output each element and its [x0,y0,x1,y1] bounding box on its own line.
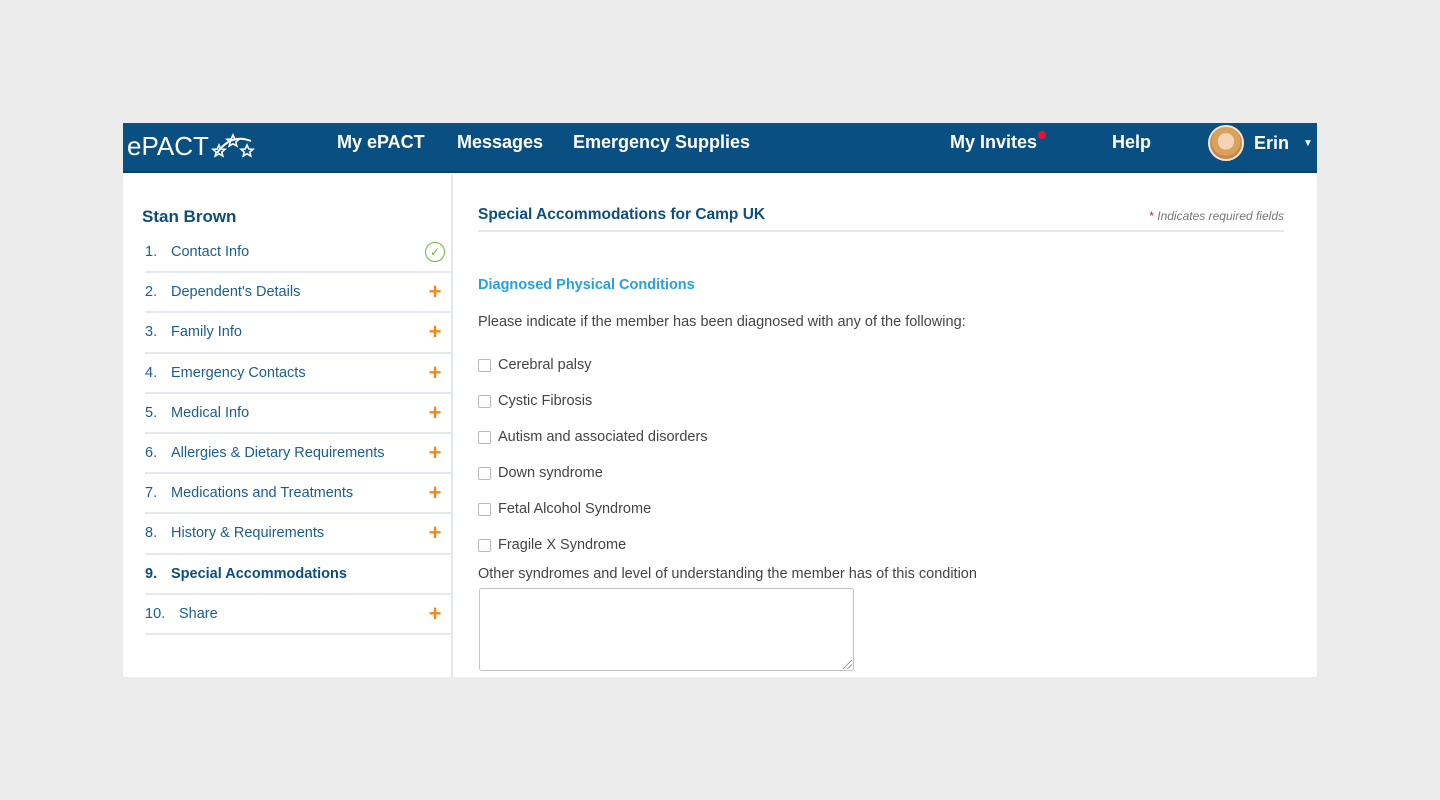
step-number: 8. [145,525,158,542]
other-syndromes-textarea[interactable] [479,588,854,671]
plus-icon[interactable]: + [428,480,442,506]
user-name: Erin [1254,132,1290,153]
option-label: Cystic Fibrosis [498,393,593,409]
step-list [145,233,453,635]
option-cerebral-palsy[interactable] [478,347,708,383]
step-label: Special Accommodations [171,565,347,582]
logo-text: ePACT [127,130,209,161]
option-cystic-fibrosis[interactable] [478,383,708,419]
plus-icon[interactable]: + [428,399,442,425]
divider [478,230,1284,232]
nav-help[interactable]: Help [1112,131,1152,152]
required-star: * [1149,209,1154,223]
plus-icon[interactable]: + [428,440,442,466]
option-label: Cerebral palsy [498,357,592,373]
condition-options [478,347,708,563]
checkbox[interactable] [478,431,491,444]
sidebar-item-contact-info[interactable] [145,233,453,273]
step-number: 9. [145,565,158,582]
nav-messages[interactable]: Messages [457,131,544,152]
page-title: Special Accommodations for Camp UK [478,206,766,223]
checkbox[interactable] [478,395,491,408]
nav-emergency-supplies[interactable]: Emergency Supplies [573,131,751,152]
nav-my-epact[interactable]: My ePACT [337,131,425,152]
sidebar-item-share[interactable] [145,595,453,635]
option-fetal-alcohol-syndrome[interactable] [478,491,708,527]
main-content [478,175,1284,677]
member-name: Stan Brown [142,207,237,226]
option-down-syndrome[interactable] [478,455,708,491]
sidebar-item-emergency-contacts[interactable] [145,354,453,394]
sidebar-item-medications-treatments[interactable] [145,474,453,514]
option-label: Fetal Alcohol Syndrome [498,501,652,517]
step-number: 7. [145,485,158,502]
required-note-text: Indicates required fields [1157,209,1284,223]
option-label: Autism and associated disorders [498,429,708,445]
step-number: 4. [145,364,158,381]
checkbox[interactable] [478,359,491,372]
step-number: 5. [145,404,158,421]
step-label: Medications and Treatments [171,485,354,502]
sidebar-item-dependents-details[interactable] [145,273,453,313]
epact-logo[interactable] [127,126,257,166]
step-label: Contact Info [171,244,250,261]
checkbox[interactable] [478,503,491,516]
step-number: 3. [145,324,158,341]
instruction-text: Please indicate if the member has been diagnosed with any of the following: [478,314,966,330]
sidebar [123,175,453,677]
step-label: Family Info [171,324,242,341]
plus-icon[interactable]: + [428,520,442,546]
plus-icon[interactable]: + [428,600,442,626]
option-fragile-x-syndrome[interactable] [478,527,708,563]
notification-dot [1038,131,1046,139]
plus-icon[interactable]: + [428,279,442,305]
logo-stars-icon [211,131,257,161]
step-number: 10. [145,605,166,622]
option-label: Down syndrome [498,465,603,481]
step-label: Share [179,605,218,622]
app-window [123,123,1317,677]
my-invites-label: My Invites [950,131,1038,152]
checkmark-icon: ✓ [425,242,445,262]
avatar [1208,125,1244,161]
option-label: Fragile X Syndrome [498,537,627,553]
required-fields-note [1149,209,1284,223]
step-label: Allergies & Dietary Requirements [171,445,385,462]
checkbox[interactable] [478,539,491,552]
step-number: 1. [145,244,158,261]
step-label: Medical Info [171,404,250,421]
sidebar-item-history-requirements[interactable] [145,514,453,554]
step-label: Dependent's Details [171,284,301,301]
section-heading: Diagnosed Physical Conditions [478,277,695,293]
other-syndromes-label: Other syndromes and level of understanding the member has of this condition [478,566,977,582]
sidebar-item-family-info[interactable] [145,313,453,353]
nav-my-invites[interactable] [950,123,1037,161]
sidebar-item-allergies-dietary[interactable] [145,434,453,474]
step-label: Emergency Contacts [171,364,306,381]
step-number: 2. [145,284,158,301]
option-autism[interactable] [478,419,708,455]
user-menu[interactable] [1208,124,1313,162]
checkbox[interactable] [478,467,491,480]
step-number: 6. [145,445,158,462]
sidebar-item-special-accommodations[interactable] [145,555,453,595]
plus-icon[interactable]: + [428,359,442,385]
step-label: History & Requirements [171,525,325,542]
chevron-down-icon: ▼ [1303,137,1313,149]
plus-icon[interactable]: + [428,319,442,345]
sidebar-item-medical-info[interactable] [145,394,453,434]
top-nav [123,123,1317,173]
